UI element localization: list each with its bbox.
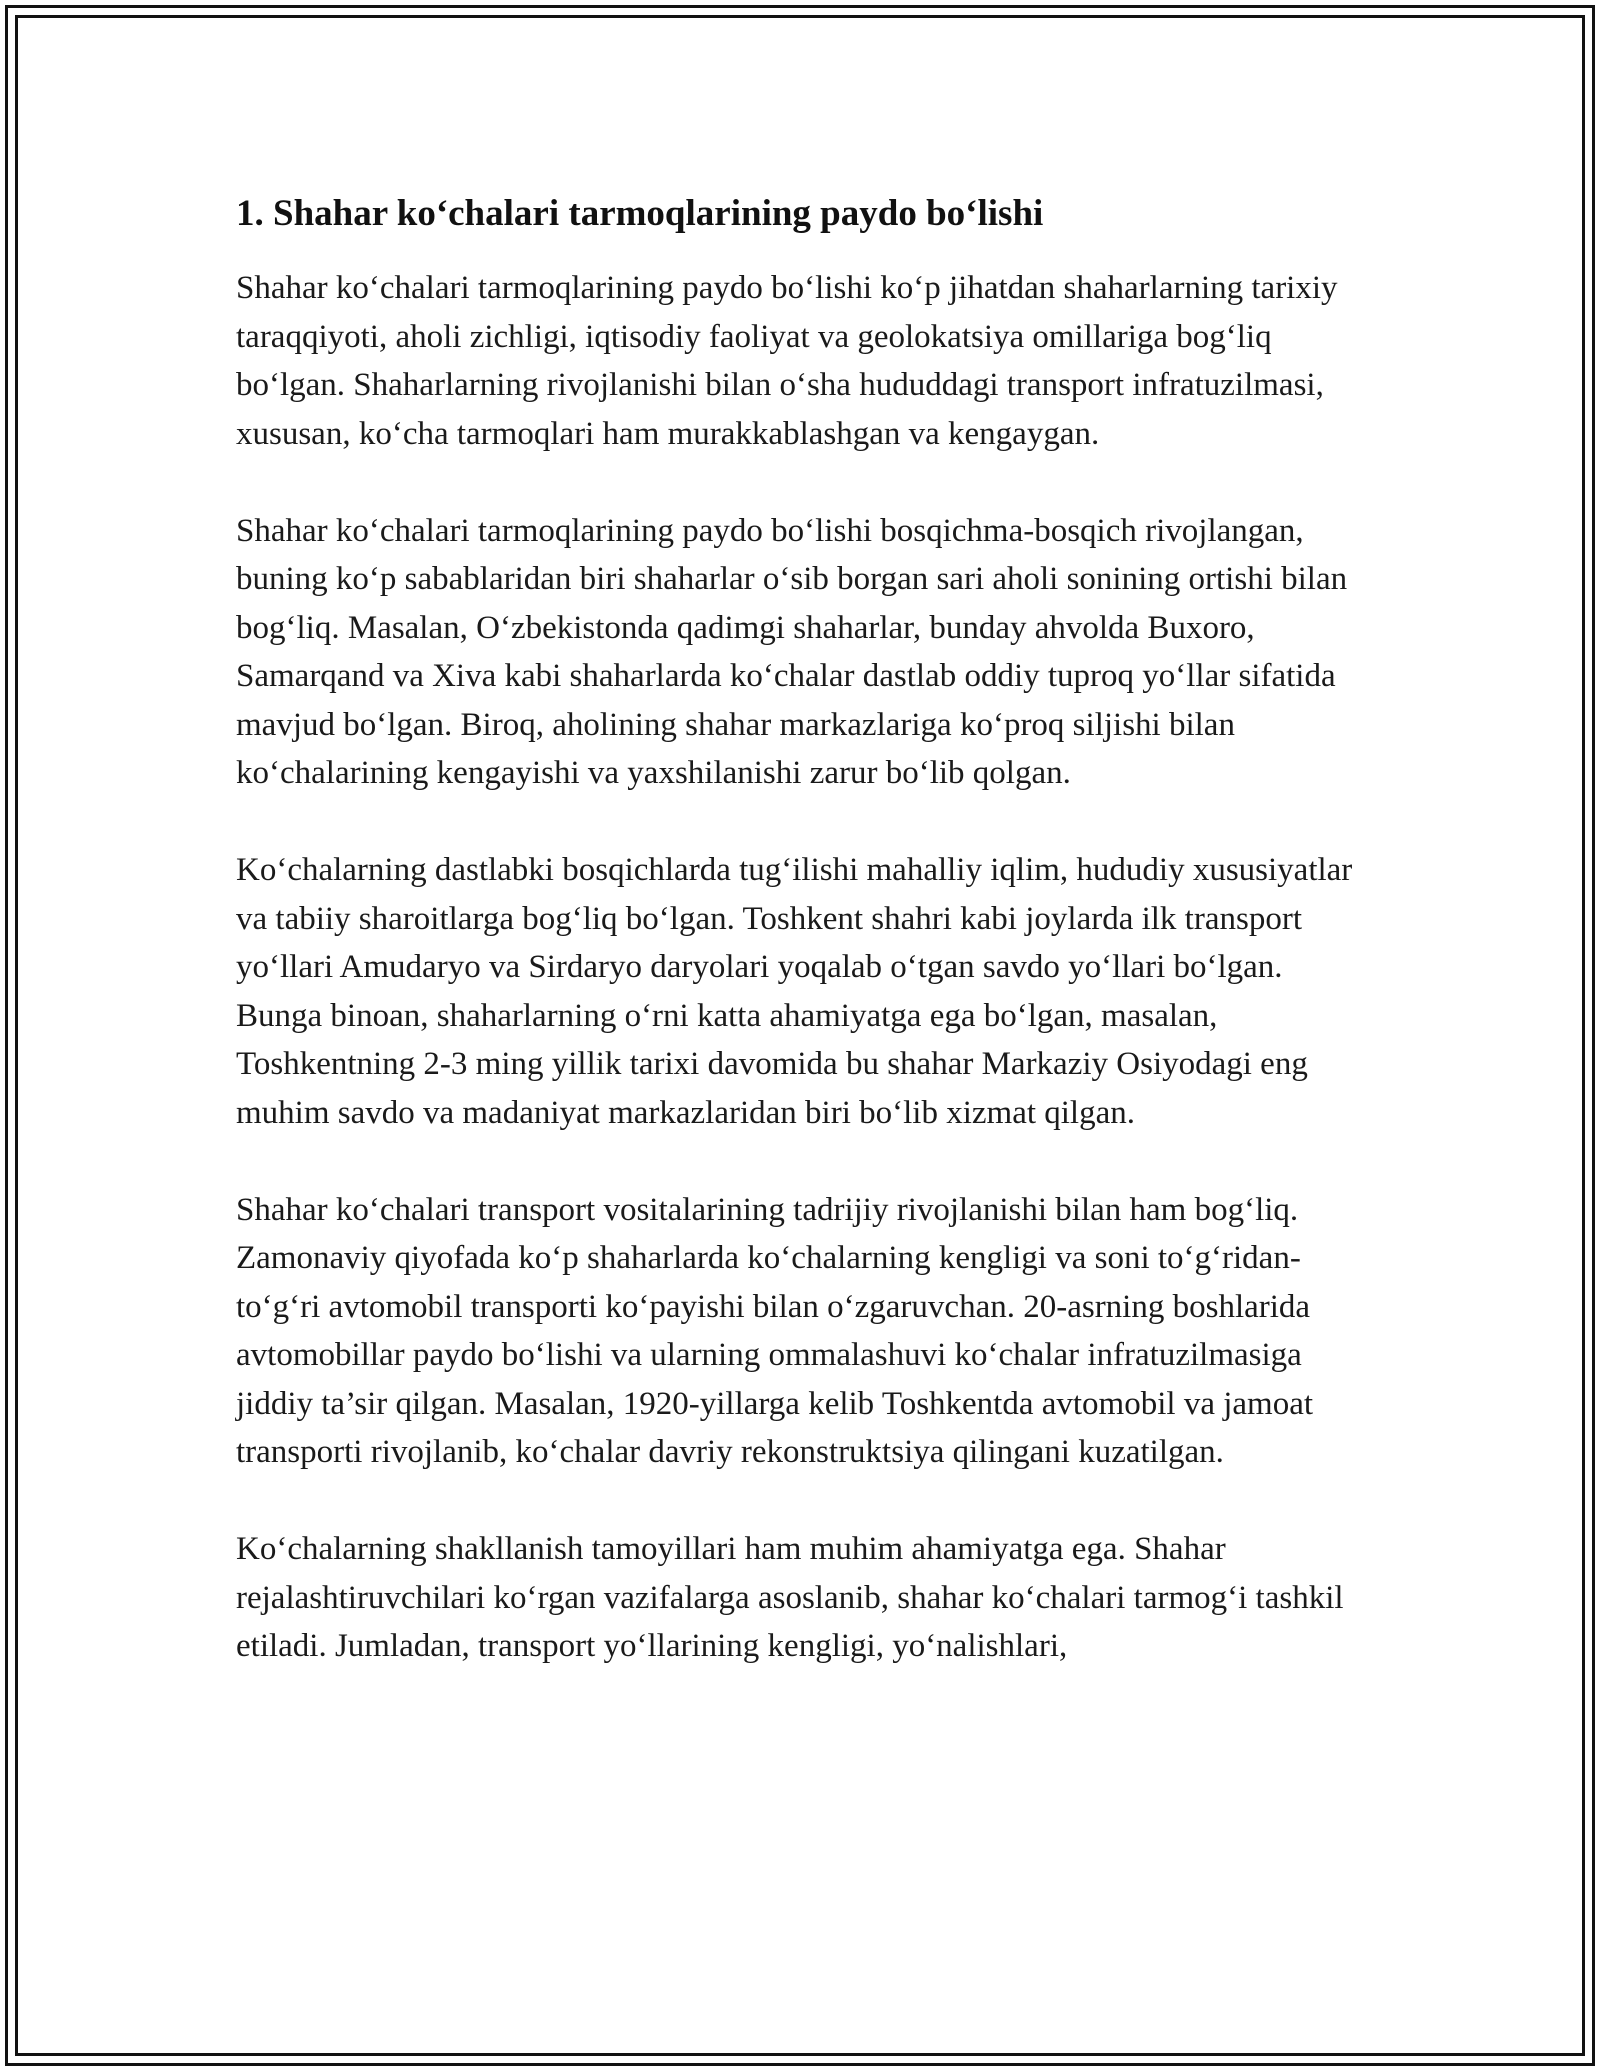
section-heading: 1. Shahar ko‘chalari tarmoqlarining paydo bo‘lishi: [236, 193, 1044, 234]
document-body: [236, 186, 1376, 1719]
paragraph-2: Shahar ko‘chalari tarmoqlarining paydo bo‘lishi bosqichma-bosqich rivojlangan, buning ko‘p sabablaridan biri shaharlar o‘sib borgan sari aholi sonining ortishi bilan bog‘liq. Masalan, O‘zbekistonda qadimgi shaharlar, bunday ahvolda Buxoro, Samarqand va Xiva kabi shaharlarda ko‘chalar dastlab oddiy tuproq yo‘llar sifatida mavjud bo‘lgan. Biroq, aholining shahar markazlariga ko‘proq siljishi bilan ko‘chalarining kengayishi va yaxshilanishi zarur bo‘lib qolgan.: [236, 512, 1348, 791]
paragraph-1: Shahar ko‘chalari tarmoqlarining paydo bo‘lishi ko‘p jihatdan shaharlarning tarixiy taraqqiyoti, aholi zichligi, iqtisodiy faoliyat va geolokatsiya omillariga bog‘liq bo‘lgan. Shaharlarning rivojlanishi bilan o‘sha hududdagi transport infratuzilmasi, xususan, ko‘cha tarmoqlari ham murakkablashgan va kengaygan.: [236, 270, 1338, 452]
paragraph-4: Shahar ko‘chalari transport vositalarining tadrijiy rivojlanishi bilan ham bog‘liq. Zamonaviy qiyofada ko‘p shaharlarda ko‘chalarning kengligi va soni to‘g‘ridan-to‘g‘ri avtomobil transporti ko‘payishi bilan o‘zgaruvchan. 20-asrning boshlarida avtomobillar paydo bo‘lishi va ularning ommalashuvi ko‘chalar infratuzilmasiga jiddiy ta’sir qilgan. Masalan, 1920-yillarga kelib Toshkentda avtomobil va jamoat transporti rivojlanib, ko‘chalar davriy rekonstruktsiya qilingani kuzatilgan.: [236, 1191, 1314, 1470]
paragraph-3: Ko‘chalarning dastlabki bosqichlarda tug‘ilishi mahalliy iqlim, hududiy xususiyatlar va tabiiy sharoitlarga bog‘liq bo‘lgan. Toshkent shahri kabi joylarda ilk transport yo‘llari Amudaryo va Sirdaryo daryolari yoqalab o‘tgan savdo yo‘llari bo‘lgan. Bunga binoan, shaharlarning o‘rni katta ahamiyatga ega bo‘lgan, masalan, Toshkentning 2-3 ming yillik tarixi davomida bu shahar Markaziy Osiyodagi eng muhim savdo va madaniyat markazlaridan biri bo‘lib xizmat qilgan.: [236, 852, 1353, 1131]
paragraph-5: Ko‘chalarning shakllanish tamoyillari ham muhim ahamiyatga ega. Shahar rejalashtiruvchilari ko‘rgan vazifalarga asoslanib, shahar ko‘chalari tarmog‘i tashkil etiladi. Jumladan, transport yo‘llarining kengligi, yo‘nalishlari,: [236, 1531, 1344, 1664]
